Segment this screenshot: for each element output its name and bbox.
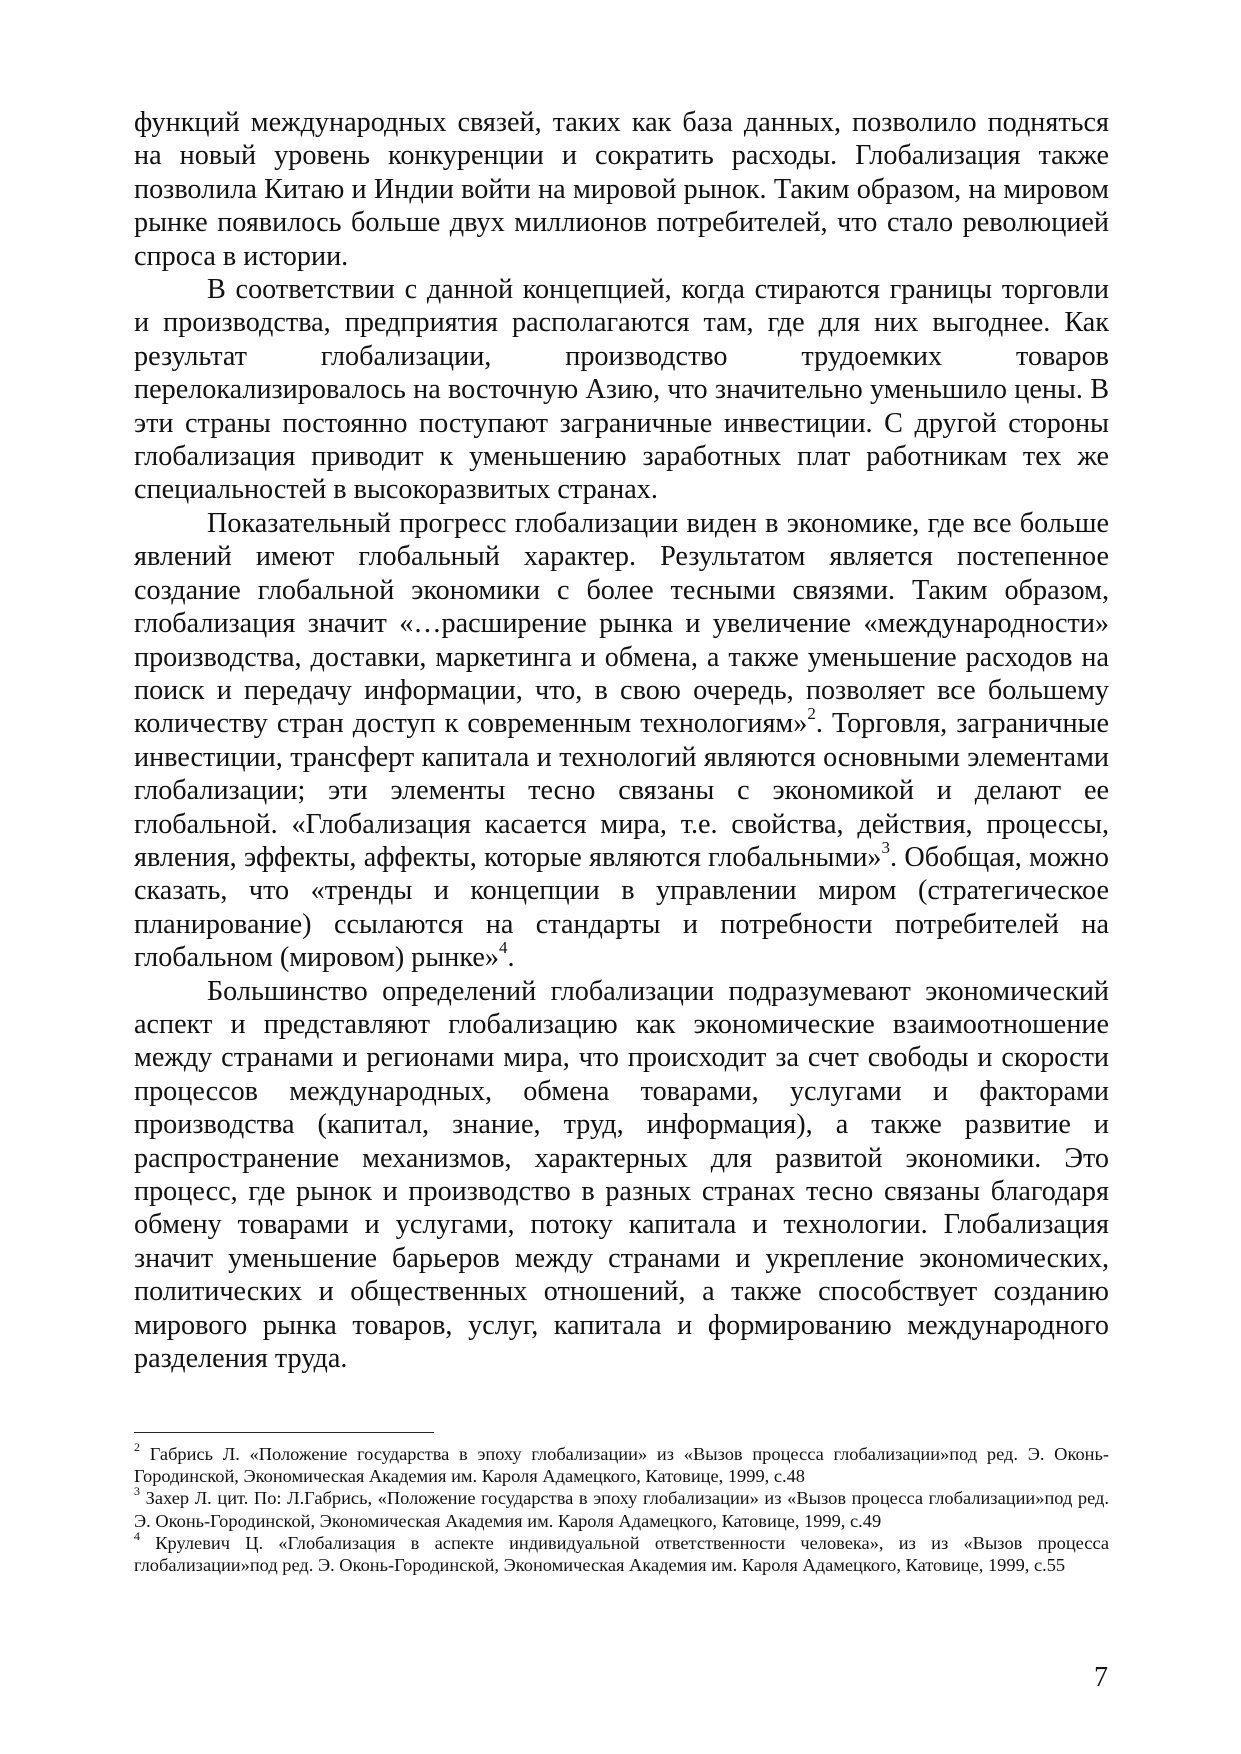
paragraph xyxy=(134,106,1109,273)
footnote-reference: 3 xyxy=(881,837,891,857)
footnote-mark: 4 xyxy=(134,1528,140,1543)
footnote-reference: 4 xyxy=(499,937,508,957)
paragraph-text: Показательный прогресс глобализации виден в экономике, где все больше явлений имеют глобальный характер. Результатом является постепенное создание глобальной экономики с более тесными связями. Таким образом, глобализация значит «…расширение рынка и увеличение «международности» производства, доставки, маркетинга и обмена, а также уменьшение расходов на поиск и передачу информации, что, в свою очередь, позволяет все большему количеству стран доступ к современным технологиям» xyxy=(134,507,1109,740)
document-body xyxy=(134,106,1109,1375)
footnote-reference: 2 xyxy=(807,703,816,723)
paragraph-text: В соответствии с данной концепцией, когда стираются границы торговли и производства, предприятия располагаются там, где для них выгоднее. Как результат глобализации, производство трудоемких товаров перелокализировалось на восточную Азию, что значительно уменьшило цены. В эти страны постоянно поступают заграничные инвестиции. С другой стороны глобализация приводит к уменьшению заработных плат работникам тех же специальностей в высокоразвитых странах. xyxy=(134,274,1109,506)
footnote-mark: 3 xyxy=(134,1484,140,1499)
paragraph-text: функций международных связей, таких как база данных, позволило подняться на новый уровень конкуренции и сократить расходы. Глобализация также позволила Китаю и Индии войти на мировой рынок. Таким образом, на мировом рынке появилось больше двух миллионов потребителей, что стало революцией спроса в истории. xyxy=(134,107,1109,272)
footnote-text: Захер Л. цит. По: Л.Габрись, «Положение государства в эпоху глобализации» из «Вызов процесса глобализации»под ред. Э. Оконь-Городинской, Экономическая Академия им. Кароля Адамецкого, Катовице, 1999, с.49 xyxy=(134,1488,1109,1531)
footnote xyxy=(134,1484,1109,1531)
paragraph xyxy=(134,507,1109,975)
footnote-mark: 2 xyxy=(134,1439,140,1454)
footnote-text: Крулевич Ц. «Глобализация в аспекте индивидуальной ответственности человека», из из «Вызов процесса глобализации»под ред. Э. Оконь-Городинской, Экономическая Академия им. Кароля Адамецкого, Катовице, 1999, с.55 xyxy=(134,1532,1109,1576)
paragraph-text: Большинство определений глобализации подразумевают экономический аспект и представляют глобализацию как экономические взаимоотношение между странами и регионами мира, что происходит за счет свободы и скорости процессов международных, обмена товарами, услугами и факторами производства (капитал, знание, труд, информация), а также развитие и распространение механизмов, характерных для развитой экономики. Это процесс, где рынок и производство в разных странах тесно связаны благодаря обмену товарами и услугами, потоку капитала и технологии. Глобализация значит уменьшение барьеров между странами и укрепление экономических, политических и общественных отношений, а также способствует созданию мирового рынка товаров, услуг, капитала и формированию международного разделения труда. xyxy=(134,975,1109,1375)
footnote xyxy=(134,1528,1109,1576)
paragraph-text: . xyxy=(507,942,515,974)
paragraph-text: . Торговля, заграничные инвестиции, трансферт капитала и технологий являются основными элементами глобализации; эти элементы тесно связаны с экономикой и делают ее глобальной. «Глобализация касается мира, т.е. свойства, действия, процессы, явления, эффекты, аффекты, которые являются глобальными» xyxy=(134,708,1109,873)
footnote xyxy=(134,1439,1109,1487)
paragraph xyxy=(134,273,1109,507)
footnote-text: Габрись Л. «Положение государства в эпоху глобализации» из «Вызов процесса глобализации»под ред. Э. Оконь-Городинской, Экономическая Академия им. Кароля Адамецкого, Катовице, 1999, с.48 xyxy=(134,1444,1109,1487)
page-number: 7 xyxy=(1094,1662,1108,1693)
paragraph xyxy=(134,975,1109,1376)
footnotes xyxy=(134,1439,1109,1576)
paragraph-text: . Обобщая, можно сказать, что «тренды и концепции в управлении миром (стратегическое планирование) ссылаются на стандарты и потребности потребителей на глобальном (мировом) рынке» xyxy=(134,841,1109,974)
footnote-separator xyxy=(134,1432,434,1433)
